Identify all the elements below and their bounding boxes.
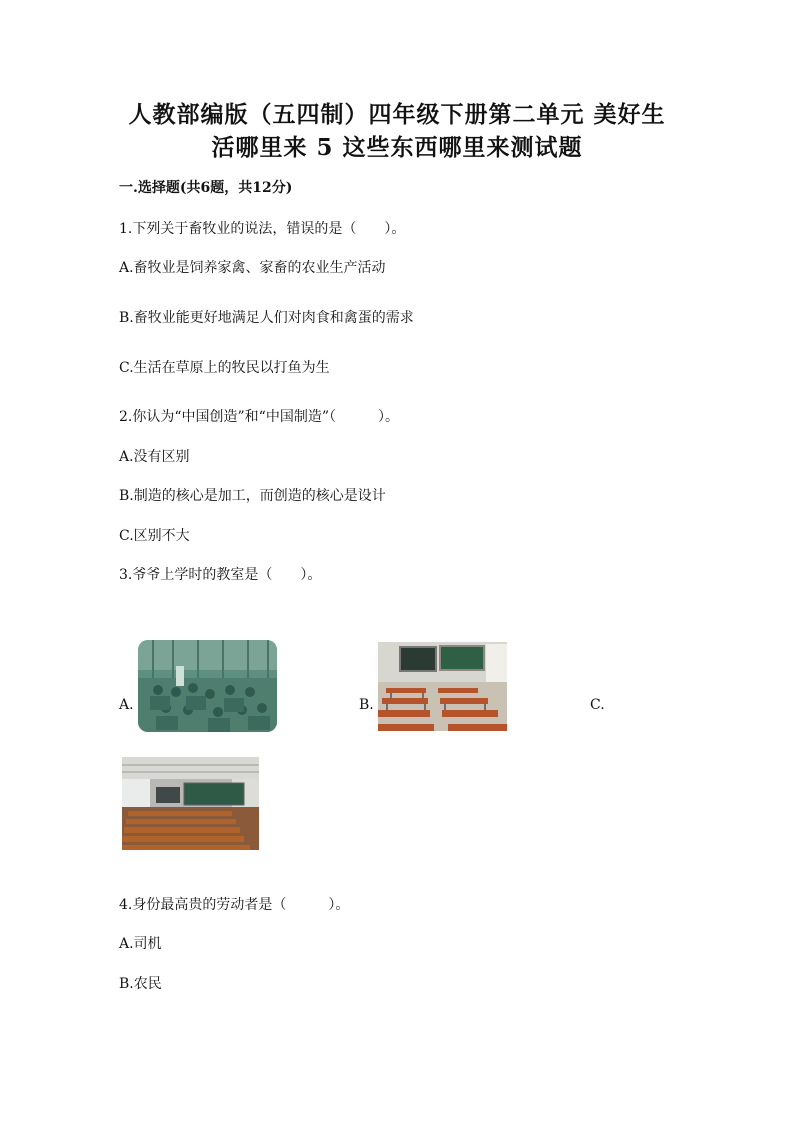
old-classroom-image[interactable] — [138, 640, 277, 732]
question-3-option-a-label[interactable]: A. — [119, 697, 134, 713]
lecture-hall-image[interactable] — [122, 757, 259, 850]
question-2-option-a[interactable]: A.没有区别 — [119, 449, 190, 465]
question-4-option-b[interactable]: B.农民 — [119, 976, 162, 992]
question-4-option-a[interactable]: A.司机 — [119, 936, 162, 952]
question-2-option-c[interactable]: C.区别不大 — [119, 528, 190, 544]
question-4-stem: 4.身份最高贵的劳动者是（ ）。 — [119, 897, 350, 913]
question-3-option-b-label[interactable]: B. — [359, 697, 374, 713]
section-heading: 一.选择题(共6题，共12分) — [119, 180, 293, 196]
question-2-stem: 2.你认为“中国创造”和“中国制造”（ ）。 — [119, 409, 399, 425]
question-1-option-c[interactable]: C.生活在草原上的牧民以打鱼为生 — [119, 360, 330, 376]
question-1-stem: 1.下列关于畜牧业的说法，错误的是（ ）。 — [119, 221, 406, 237]
question-1-option-b[interactable]: B.畜牧业能更好地满足人们对肉食和禽蛋的需求 — [119, 310, 414, 326]
question-1-option-a[interactable]: A.畜牧业是饲养家禽、家畜的农业生产活动 — [119, 260, 386, 276]
question-3-option-c-label[interactable]: C. — [590, 697, 605, 713]
question-2-option-b[interactable]: B.制造的核心是加工，而创造的核心是设计 — [119, 488, 386, 504]
question-3-stem: 3.爷爷上学时的教室是（ ）。 — [119, 567, 322, 583]
page-title-line-1: 人教部编版（五四制）四年级下册第二单元 美好生 — [128, 101, 666, 128]
page-title-line-2: 活哪里来 5 这些东西哪里来测试题 — [211, 134, 583, 161]
modern-classroom-image[interactable] — [378, 642, 507, 731]
